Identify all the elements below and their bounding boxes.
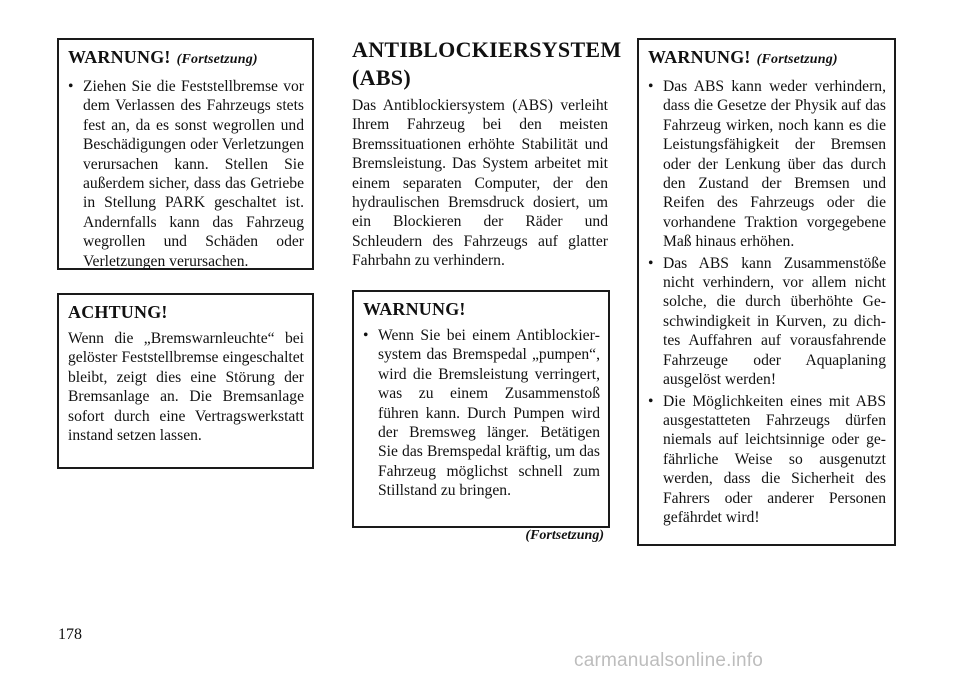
warning-bullet-item: • Wenn Sie bei einem Antiblockiersystem das Bremspedal „pumpen“, wird die Bremsleistung verringert, was zu einem Zusammenstoß führen kann. Durch Pumpen wird der Bremsweg länger. Betätigen Sie das Bremspedal kräftig, um das Fahrzeug möglichst schnell zum Stillstand zu bringen. bbox=[363, 326, 600, 501]
section-title: ANTIBLOCKIERSYSTEM (ABS) bbox=[352, 37, 622, 90]
warning-title-text: WARNUNG! bbox=[648, 47, 751, 67]
warning-bullet-list bbox=[68, 77, 304, 271]
warning-bullet-list bbox=[363, 326, 600, 501]
caution-text: Wenn die „Bremswarnleuchte“ bei gelöster Feststellbremse eingeschaltet bleibt, zeigt dies eine Störung der Bremsanlage an. Die Bremsanlage sofort durch eine Vertragswerkstatt instand setzen lassen. bbox=[68, 330, 304, 445]
continuation-note: (Fortsetzung) bbox=[525, 528, 604, 543]
warning-box-title bbox=[68, 46, 304, 71]
warning-box-abs-pumping bbox=[352, 290, 610, 528]
intro-paragraph: Das Antiblockiersystem (ABS) verleiht Ihrem Fahrzeug bei den meisten Bremssituationen erhöhte Stabilität und Bremsleistung. Das System arbeitet mit einem separaten Computer, der den hydraulischen Bremsdruck dosiert, um ein Blockieren der Räder und Schleudern des Fahrzeugs auf glatter Fahrbahn zu verhindern. bbox=[352, 97, 608, 270]
warning-box-title: WARNUNG! bbox=[363, 299, 466, 319]
warning-box-continued-right bbox=[637, 38, 896, 546]
warning-bullet-item: • Ziehen Sie die Feststellbremse vor dem Verlassen des Fahrzeugs stets fest an, da es sonst wegrollen und Beschädigungen oder Verletzungen verursachen kann. Stellen Sie außerdem sicher, dass das Getriebe in Stellung PARK geschaltet ist. Andernfalls kann das Fahrzeug wegrollen und Schäden oder Verletzungen verursachen. bbox=[68, 77, 304, 271]
continuation-label: (Fortsetzung) bbox=[176, 52, 258, 67]
warning-bullet-item: • Das ABS kann Zusammenstöße nicht verhindern, vor allem nicht solche, die durch überhöhte Geschwindigkeit in Kurven, zu dichtes Auffahren auf vorausfahrende Fahrzeuge oder Aquaplaning ausgelöst werden! bbox=[648, 254, 886, 390]
warning-box-title bbox=[648, 46, 886, 71]
caution-box bbox=[57, 293, 314, 469]
warning-box-continued-left bbox=[57, 38, 314, 270]
warning-bullet-item: • Die Möglichkeiten eines mit ABS ausgestatteten Fahrzeugs dürfen niemals auf leichtsinnige oder gefährliche Weise so ausgenutzt werden, dass die Sicherheit des Fahrers oder anderer Personen gefährdet wird! bbox=[648, 392, 886, 528]
page-number: 178 bbox=[58, 626, 82, 643]
continuation-label: (Fortsetzung) bbox=[756, 52, 838, 67]
caution-box-title: ACHTUNG! bbox=[68, 302, 168, 322]
warning-title-text: WARNUNG! bbox=[68, 47, 171, 67]
watermark: carmanualsonline.info bbox=[574, 650, 764, 671]
warning-bullet-item: • Das ABS kann weder verhindern, dass die Gesetze der Physik auf das Fahrzeug wirken, noch kann es die Leistungsfähigkeit der Bremsen oder der Lenkung über das durch den Zustand der Bremsen und Reifen des Fahrzeugs oder die vorhandene Traktion vorgegebene Maß hinaus erhöhen. bbox=[648, 77, 886, 252]
warning-bullet-list bbox=[648, 77, 886, 527]
